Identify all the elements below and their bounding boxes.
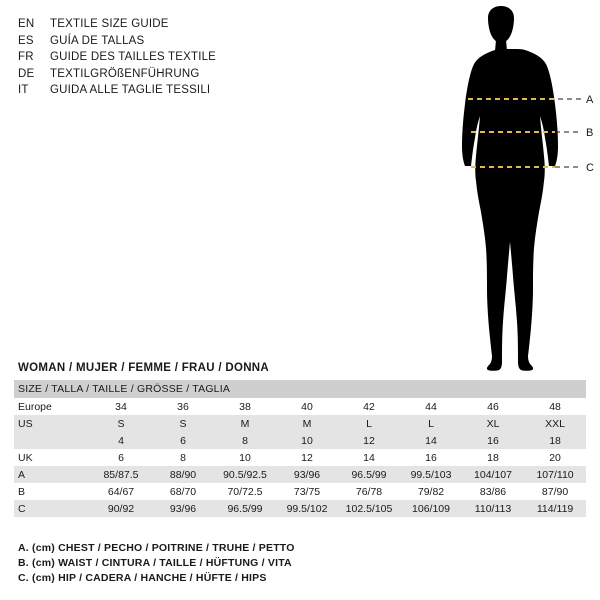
row-label: B <box>14 483 90 500</box>
cell: 83/86 <box>462 483 524 500</box>
language-code: DE <box>18 67 35 80</box>
cell: 44 <box>400 398 462 415</box>
language-code: IT <box>18 84 29 96</box>
language-code: FR <box>18 51 34 63</box>
cell: 76/78 <box>338 483 400 500</box>
cell: 20 <box>524 449 586 466</box>
cell: 68/70 <box>152 483 214 500</box>
cell: L <box>400 415 462 432</box>
language-title: GUIDE DES TAILLES TEXTILE <box>50 51 217 63</box>
row-label: A <box>14 466 90 483</box>
language-title: GUÍA DE TALLAS <box>50 34 145 47</box>
language-row-en <box>18 16 318 33</box>
cell: 90.5/92.5 <box>214 466 276 483</box>
cell: 10 <box>214 449 276 466</box>
legend-item-chest: A. (cm) CHEST / PECHO / POITRINE / TRUHE / PETTO <box>18 542 295 554</box>
hip-marker-label: C <box>586 162 594 174</box>
cell: 102.5/105 <box>338 500 400 517</box>
cell: 64/67 <box>90 483 152 500</box>
waist-marker-label: B <box>586 127 594 139</box>
language-row-de <box>18 66 318 83</box>
cell: 107/110 <box>524 466 586 483</box>
row-label: Europe <box>14 398 90 415</box>
cell: S <box>152 415 214 432</box>
cell: L <box>338 415 400 432</box>
language-code: ES <box>18 34 34 47</box>
cell: 34 <box>90 398 152 415</box>
cell: 114/119 <box>524 500 586 517</box>
cell: 14 <box>400 432 462 449</box>
cell: 79/82 <box>400 483 462 500</box>
language-title-block <box>18 16 318 99</box>
silhouette-body-icon <box>462 6 558 371</box>
row-label: US <box>14 415 90 432</box>
language-title: TEXTILGRÖßENFÜHRUNG <box>50 67 200 80</box>
row-label: C <box>14 500 90 517</box>
cell: 6 <box>90 449 152 466</box>
cell: 110/113 <box>462 500 524 517</box>
cell: 14 <box>338 449 400 466</box>
cell: XXL <box>524 415 586 432</box>
legend-item-waist: B. (cm) WAIST / CINTURA / TAILLE / HÜFTUNG / VITA <box>18 557 292 569</box>
cell: 106/109 <box>400 500 462 517</box>
chest-marker-label: A <box>586 94 594 106</box>
cell: 8 <box>214 432 276 449</box>
cell: 88/90 <box>152 466 214 483</box>
table-header-row <box>14 380 586 398</box>
language-row-it <box>18 82 318 99</box>
table-row <box>14 483 586 500</box>
cell: 87/90 <box>524 483 586 500</box>
cell: 46 <box>462 398 524 415</box>
cell: 93/96 <box>152 500 214 517</box>
cell: M <box>276 415 338 432</box>
cell: 90/92 <box>90 500 152 517</box>
cell: 4 <box>90 432 152 449</box>
cell: 12 <box>276 449 338 466</box>
cell: 96.5/99 <box>338 466 400 483</box>
female-silhouette-figure <box>430 6 595 376</box>
cell: 73/75 <box>276 483 338 500</box>
cell: 38 <box>214 398 276 415</box>
cell: 18 <box>524 432 586 449</box>
language-title: TEXTILE SIZE GUIDE <box>50 18 169 30</box>
size-table <box>14 380 586 517</box>
cell: 16 <box>462 432 524 449</box>
cell: M <box>214 415 276 432</box>
cell: 12 <box>338 432 400 449</box>
cell: 36 <box>152 398 214 415</box>
legend-item-hip: C. (cm) HIP / CADERA / HANCHE / HÜFTE / HIPS <box>18 572 267 584</box>
cell: S <box>90 415 152 432</box>
cell: 10 <box>276 432 338 449</box>
language-code: EN <box>18 18 35 30</box>
table-row <box>14 449 586 466</box>
cell: 42 <box>338 398 400 415</box>
language-title: GUIDA ALLE TAGLIE TESSILI <box>50 84 211 96</box>
cell: 104/107 <box>462 466 524 483</box>
cell: 99.5/103 <box>400 466 462 483</box>
cell: 40 <box>276 398 338 415</box>
row-label <box>14 432 90 449</box>
cell: 48 <box>524 398 586 415</box>
cell: 99.5/102 <box>276 500 338 517</box>
cell: 16 <box>400 449 462 466</box>
cell: 96.5/99 <box>214 500 276 517</box>
language-row-es <box>18 33 318 50</box>
cell: 93/96 <box>276 466 338 483</box>
section-title: WOMAN / MUJER / FEMME / FRAU / DONNA <box>18 362 270 374</box>
table-row <box>14 500 586 517</box>
cell: 85/87.5 <box>90 466 152 483</box>
cell: XL <box>462 415 524 432</box>
row-label: UK <box>14 449 90 466</box>
cell: 8 <box>152 449 214 466</box>
table-row <box>14 466 586 483</box>
table-row <box>14 415 586 432</box>
measurement-legend <box>18 541 578 586</box>
table-row <box>14 432 586 449</box>
table-header-label: SIZE / TALLA / TAILLE / GRÖSSE / TAGLIA <box>14 380 586 398</box>
cell: 18 <box>462 449 524 466</box>
cell: 70/72.5 <box>214 483 276 500</box>
size-table-wrapper <box>14 380 586 517</box>
table-row <box>14 398 586 415</box>
cell: 6 <box>152 432 214 449</box>
language-row-fr <box>18 49 318 66</box>
